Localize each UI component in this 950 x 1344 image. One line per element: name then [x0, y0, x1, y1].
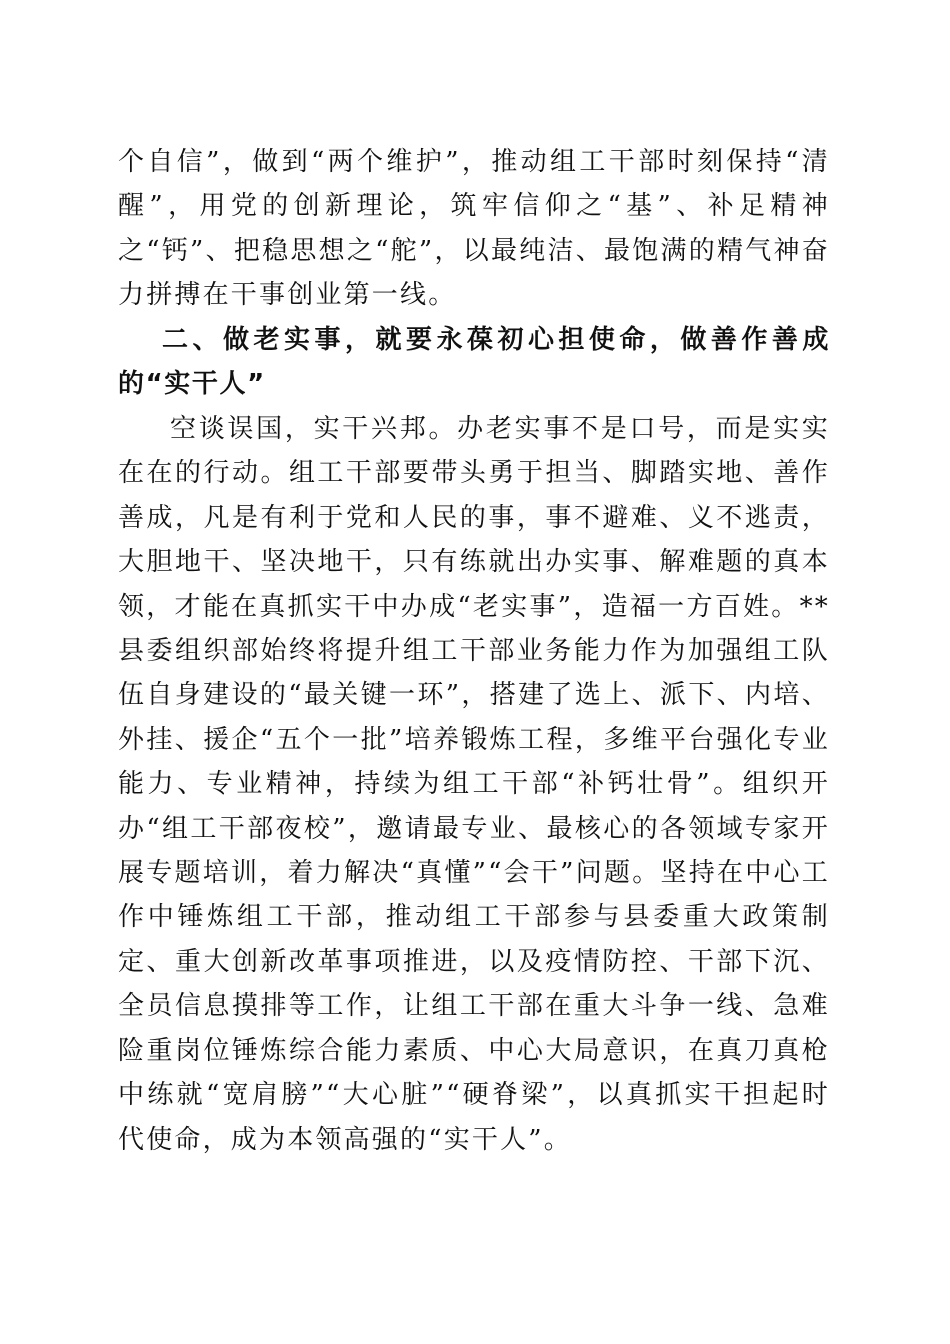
section-body-paragraph: 空谈误国，实干兴邦。办老实事不是口号，而是实实在在的行动。组工干部要带头勇于担当、脚踏实地、善作善成，凡是有利于党和人民的事，事不避难、义不逃责，大胆地干、坚决地干，只有练就出办实事、解难题的真本领，才能在真抓实干中办成“老实事”，造福一方百姓。**县委组织部始终将提升组工干部业务能力作为加强组工队伍自身建设的“最关键一环”，搭建了选上、派下、内培、外挂、援企“五个一批”培养锻炼工程，多维平台强化专业能力、专业精神，持续为组工干部“补钙壮骨”。组织开办“组工干部夜校”，邀请最专业、最核心的各领域专家开展专题培训，着力解决“真懂”“会干”问题。坚持在中心工作中锤炼组工干部，推动组工干部参与县委重大政策制定、重大创新改革事项推进，以及疫情防控、干部下沉、全员信息摸排等工作，让组工干部在重大斗争一线、急难险重岗位锤炼综合能力素质、中心大局意识，在真刀真枪中练就“宽肩膀”“大心脏”“硬脊梁”，以真抓实干担起时代使命，成为本领高强的“实干人”。	[118, 414, 830, 1155]
continued-paragraph: 个自信”，做到“两个维护”，推动组工干部时刻保持“清醒”，用党的创新理论，筑牢信仰之“基”、补足精神之“钙”、把稳思想之“舵”，以最纯洁、最饱满的精气神奋力拼搏在干事创业第一线。	[118, 147, 830, 311]
section-heading: 二、做老实事，就要永葆初心担使命，做善作善成的“实干人”	[118, 325, 830, 400]
